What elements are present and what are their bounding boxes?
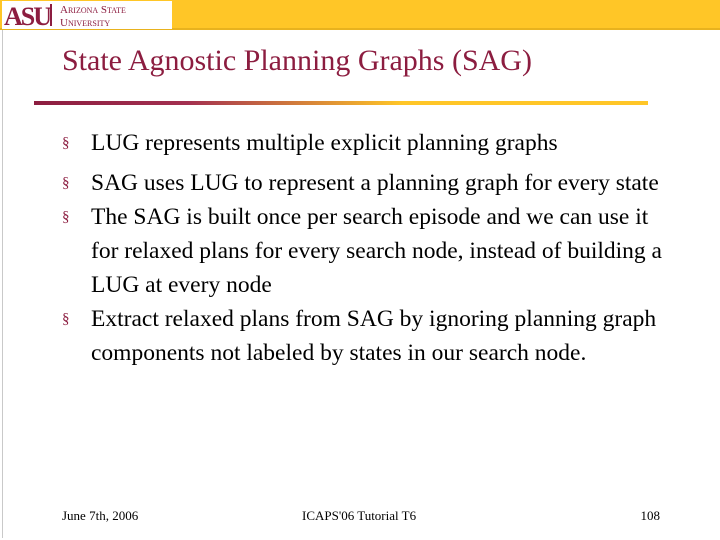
asu-logo — [2, 1, 172, 29]
bullet-text: SAG uses LUG to represent a planning graph for every state — [91, 170, 659, 196]
bullet-text: The SAG is built once per search episode and we can use it for relaxed plans for every search node, instead of building a LUG at every node — [91, 204, 662, 298]
asu-wordmark-line1: Arizona State — [60, 4, 126, 16]
bullet-icon: § — [62, 209, 70, 225]
footer-date: June 7th, 2006 — [62, 508, 139, 523]
bullet-item — [62, 126, 662, 160]
bullet-item — [62, 200, 662, 302]
left-border-line — [2, 30, 3, 538]
logo-divider — [50, 4, 52, 26]
slide-title: State Agnostic Planning Graphs (SAG) — [62, 44, 532, 77]
bullet-item — [62, 302, 662, 370]
footer-event: ICAPS'06 Tutorial T6 — [302, 508, 417, 523]
asu-logo-graphic — [2, 1, 172, 29]
bullet-icon: § — [62, 175, 70, 191]
title-underline — [34, 101, 648, 105]
bullet-list — [62, 126, 662, 370]
bullet-icon: § — [62, 311, 70, 327]
bullet-text: Extract relaxed plans from SAG by ignoring planning graph components not labeled by states in our search node. — [91, 306, 657, 366]
bullet-item — [62, 166, 662, 200]
bullet-icon: § — [62, 135, 70, 151]
asu-wordmark-line2: University — [60, 17, 111, 29]
bullet-text: LUG represents multiple explicit planning graphs — [91, 130, 558, 156]
asu-monogram: ASU — [4, 2, 51, 29]
slide-number: 108 — [640, 508, 660, 523]
